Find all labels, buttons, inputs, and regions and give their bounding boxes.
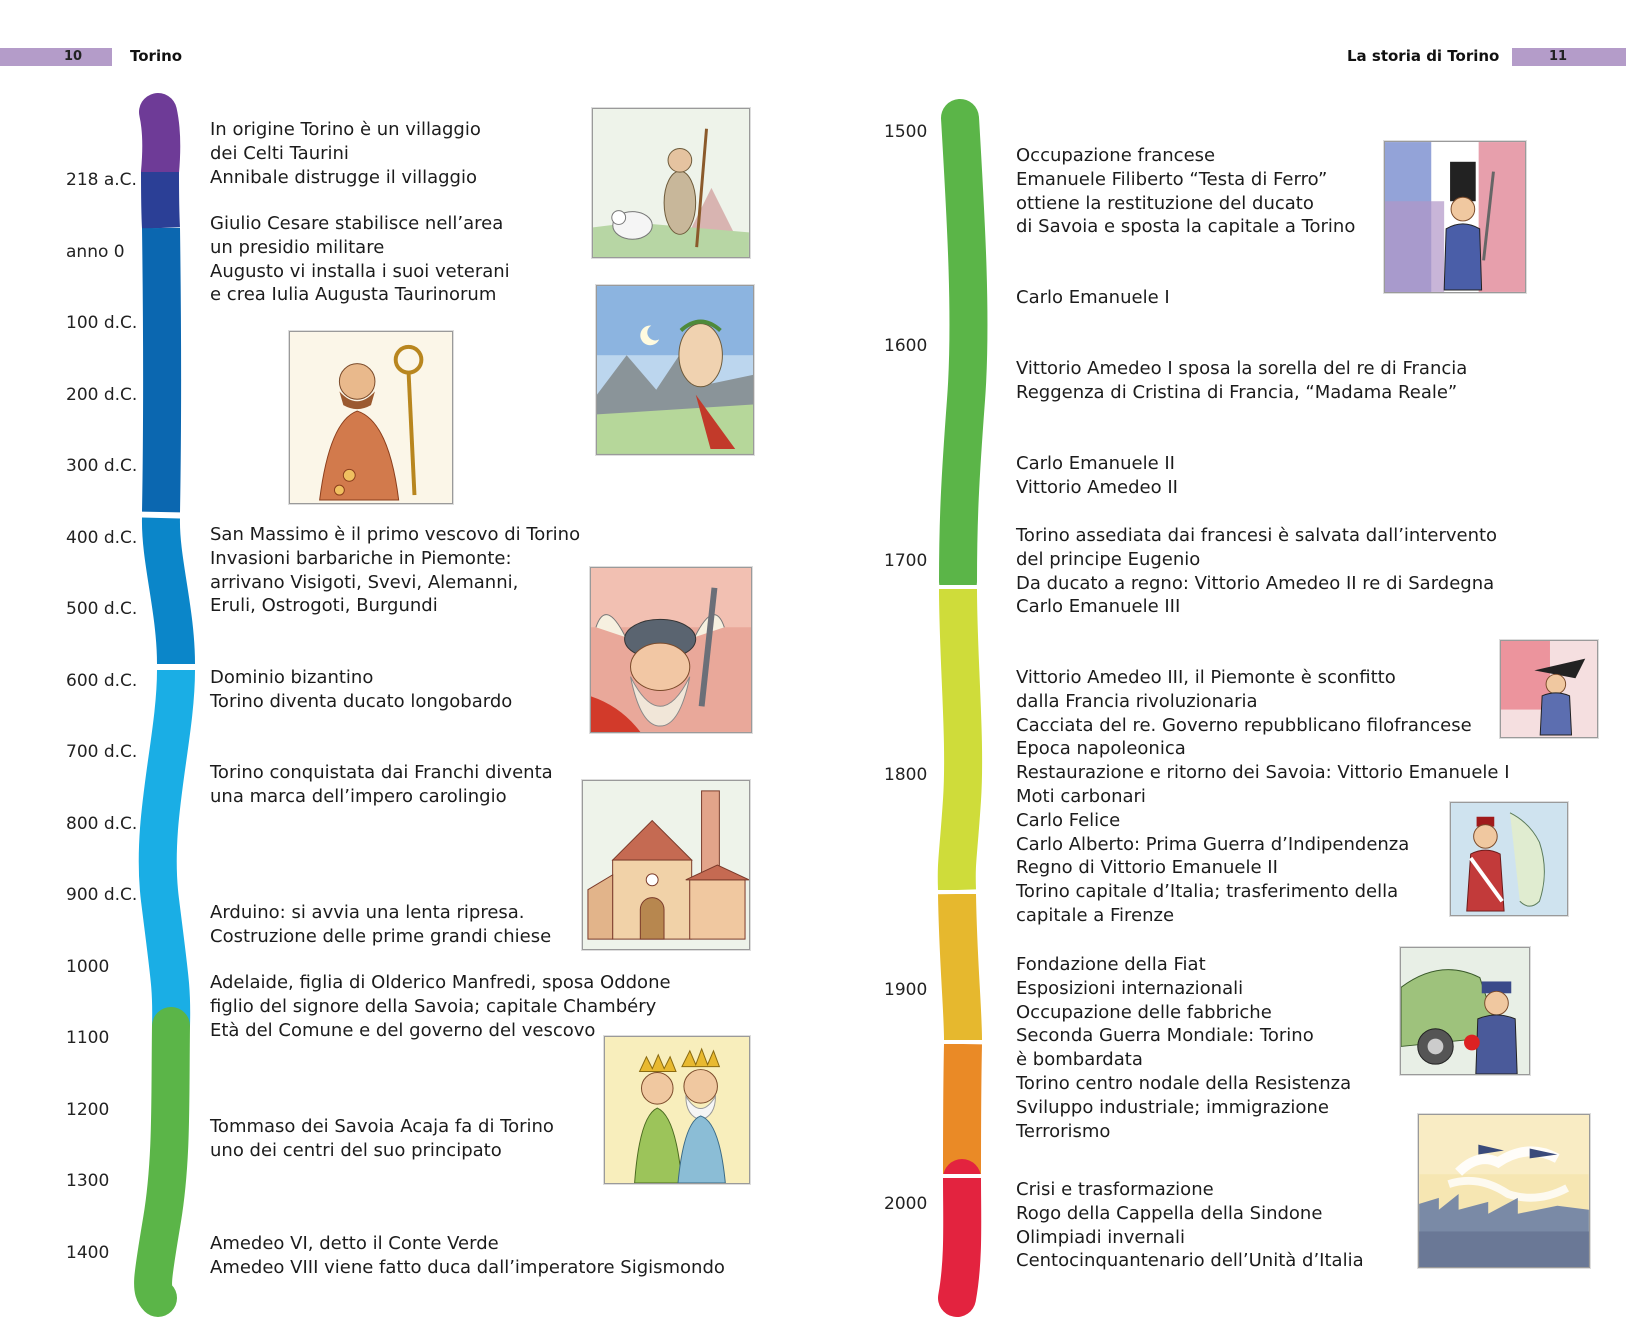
napoleon-icon (1500, 640, 1598, 738)
left-event: San Massimo è il primo vescovo di Torino Invasioni barbariche in Piemonte: arrivano Visigoti, Svevi, Alemanni, Eruli, Ostrogoti, Burgundi (210, 524, 581, 617)
left-date: 1300 (66, 1171, 110, 1191)
left-event: Giulio Cesare stabilisce nell’area un presidio militare Augusto vi installa i suoi veterani e crea Iulia Augusta Taurinorum (210, 213, 510, 306)
right-event: Vittorio Amedeo I sposa la sorella del re di Francia Reggenza di Cristina di Francia, “Madama Reale” (1016, 358, 1468, 403)
right-page-number: 11 (1549, 49, 1568, 64)
celtic-villager-icon (592, 108, 750, 258)
left-event: Amedeo VI, detto il Conte Verde Amedeo VIII viene fatto duca dall’imperatore Sigismondo (210, 1233, 725, 1278)
left-seg-navy (160, 172, 161, 228)
left-seg-light-blue (158, 670, 176, 1026)
left-date: anno 0 (66, 242, 125, 262)
right-date: 2000 (884, 1194, 928, 1214)
left-event: Tommaso dei Savoia Acaja fa di Torino uno dei centri del suo principato (210, 1116, 554, 1161)
king-and-queen-icon (604, 1036, 750, 1184)
right-event: Carlo Emanuele II Vittorio Amedeo II (1016, 453, 1178, 498)
left-date: 800 d.C. (66, 814, 138, 834)
left-date: 1000 (66, 957, 110, 977)
right-date: 1800 (884, 765, 928, 785)
right-date: 1700 (884, 551, 928, 571)
left-event: Arduino: si avvia una lenta ripresa. Costruzione delle prime grandi chiese (210, 902, 552, 947)
left-date: 700 d.C. (66, 742, 138, 762)
left-date: 100 d.C. (66, 313, 138, 333)
right-event: Torino assediata dai francesi è salvata dall’intervento del principe Eugenio Da ducato a regno: Vittorio Amedeo II re di Sardegna Carlo Emanuele III (1016, 525, 1498, 618)
right-seg-yellow-green (957, 588, 963, 890)
right-seg-yellow (957, 894, 963, 1040)
right-seg-red (957, 1178, 962, 1298)
viking-warrior-icon (590, 567, 752, 733)
left-date: 300 d.C. (66, 456, 138, 476)
king-italy-map-icon (1450, 802, 1568, 916)
left-event: Torino conquistata dai Franchi diventa una marca dell’impero carolingio (210, 762, 553, 807)
olympic-planes-smoke-icon (1418, 1114, 1590, 1268)
left-event: Adelaide, figlia di Olderico Manfredi, sposa Oddone figlio del signore della Savoia; capitale Chambéry Età del Comune e del governo del vescovo (210, 972, 671, 1041)
right-date: 1500 (884, 122, 928, 142)
left-date: 218 a.C. (66, 170, 137, 190)
left-date: 1100 (66, 1028, 110, 1048)
right-event: Fondazione della Fiat Esposizioni internazionali Occupazione delle fabbriche Seconda Guerra Mondiale: Torino è bombardata Torino centro nodale della Resistenza Sviluppo industriale; immigrazione Terrorismo (1016, 954, 1352, 1142)
julius-caesar-icon (596, 285, 754, 455)
right-date: 1600 (884, 336, 928, 356)
left-event: In origine Torino è un villaggio dei Celti Taurini Annibale distrugge il villaggio (210, 119, 481, 188)
left-event: Dominio bizantino Torino diventa ducato longobardo (210, 667, 513, 712)
left-date: 900 d.C. (66, 885, 138, 905)
left-seg-green (153, 1026, 171, 1298)
right-event: Carlo Emanuele I (1016, 287, 1170, 308)
left-date: 200 d.C. (66, 385, 138, 405)
right-event: Vittorio Amedeo III, il Piemonte è sconfitto dalla Francia rivoluzionaria Cacciata del re. Governo repubblicano filofrancese Epoca napoleonica Restaurazione e ritorno dei Savoia: Vittorio Emanuele I Moti carbonari Carlo Felice Carlo Alberto: Prima Guerra d’Indipendenza Regno di Vittorio Emanuele II Torino capitale d’Italia; trasferimento della capitale a Firenze (1016, 667, 1510, 926)
left-timeline-bar (138, 112, 198, 1298)
left-page-title: Torino (130, 47, 183, 65)
left-date: 500 d.C. (66, 599, 138, 619)
right-event: Crisi e trasformazione Rogo della Cappella della Sindone Olimpiadi invernali Centocinquantenario dell’Unità d’Italia (1016, 1179, 1364, 1272)
left-date: 600 d.C. (66, 671, 138, 691)
fiat-car-worker-icon (1400, 947, 1530, 1075)
bishop-saint-icon (289, 331, 453, 504)
left-seg-mid-blue (161, 518, 176, 664)
french-soldier-flag-icon (1384, 141, 1526, 293)
left-date: 1400 (66, 1243, 110, 1263)
left-page-number: 10 (64, 49, 83, 64)
left-date: 1200 (66, 1100, 110, 1120)
right-page-title: La storia di Torino (1347, 47, 1500, 65)
left-seg-blue (161, 228, 162, 512)
right-date: 1900 (884, 980, 928, 1000)
right-seg-orange (962, 1044, 963, 1174)
left-seg-purple (158, 112, 161, 172)
right-event: Occupazione francese Emanuele Filiberto “Testa di Ferro” ottiene la restituzione del ducato di Savoia e sposta la capitale a Torino (1016, 145, 1356, 238)
romanesque-church-icon (582, 780, 750, 950)
left-date: 400 d.C. (66, 528, 138, 548)
right-timeline-bar (934, 118, 986, 1298)
right-seg-green (958, 118, 968, 582)
